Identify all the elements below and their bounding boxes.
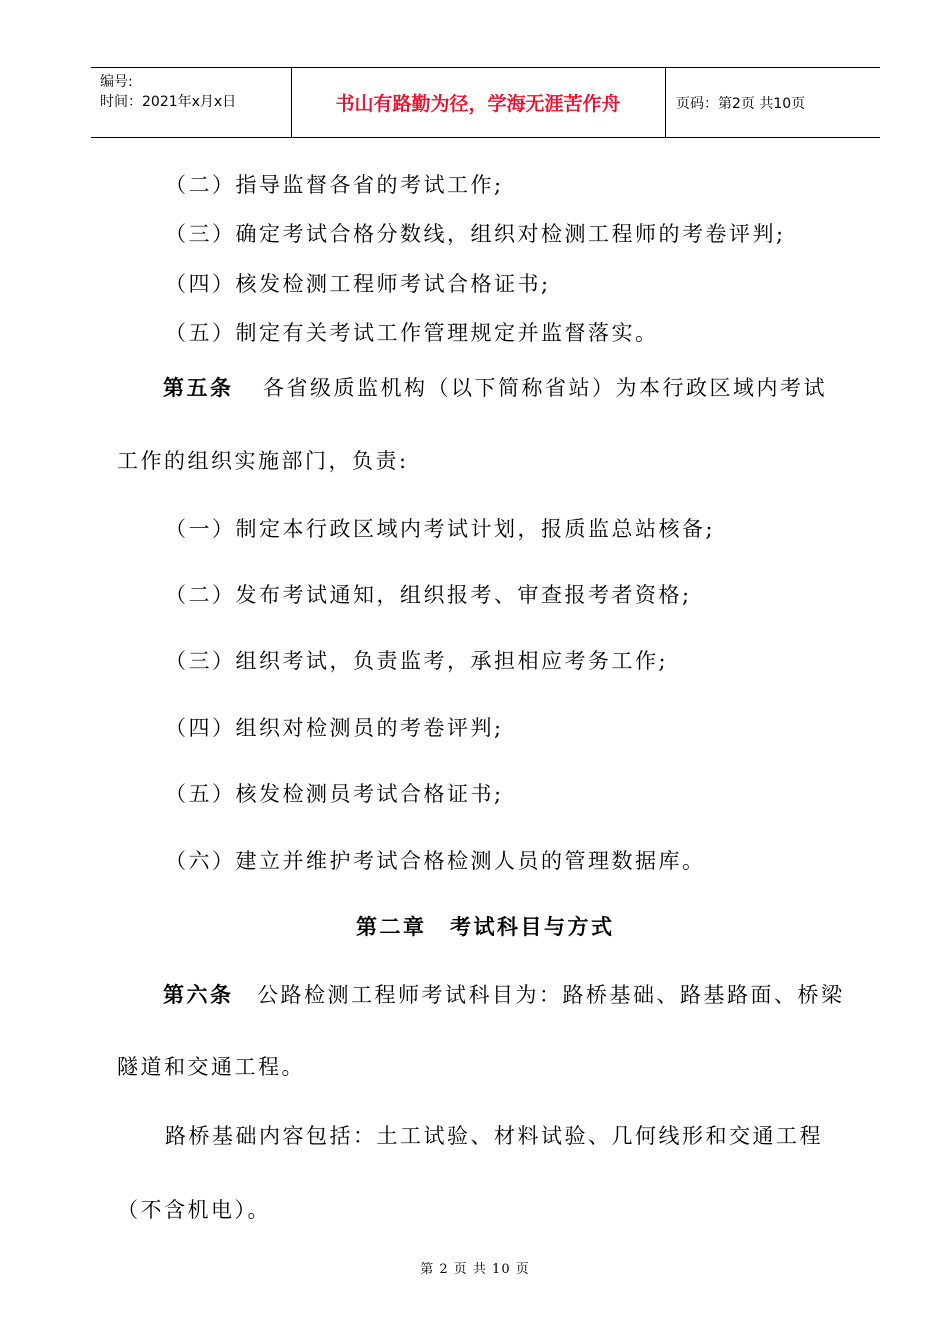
header-motto: 书山有路勤为径，学海无涯苦作舟: [335, 93, 621, 115]
header-meta: [91, 68, 291, 137]
paragraph-line: （不含机电）。: [117, 1198, 271, 1222]
paragraph-line: （五）核发检测员考试合格证书;: [165, 782, 504, 806]
article-heading: 第五条: [163, 375, 234, 400]
article-heading: 第六条: [163, 982, 234, 1007]
page-footer: 第 2 页 共 10 页: [420, 1262, 530, 1277]
chapter-heading: 第二章 考试科目与方式: [356, 914, 615, 939]
paragraph-line: （二）发布考试通知，组织报考、审查报考者资格;: [165, 583, 692, 607]
paragraph-line: （四）组织对检测员的考卷评判;: [165, 716, 504, 740]
paragraph-line: 公路检测工程师考试科目为：路桥基础、路基路面、桥梁: [257, 983, 845, 1007]
paragraph-line: 各省级质监机构（以下简称省站）为本行政区域内考试: [263, 376, 827, 400]
paragraph-line: 路桥基础内容包括：土工试验、材料试验、几何线形和交通工程: [165, 1124, 823, 1148]
paragraph-line: 工作的组织实施部门，负责:: [117, 449, 409, 473]
paragraph-line: （二）指导监督各省的考试工作;: [165, 173, 504, 197]
paragraph-line: （五）制定有关考试工作管理规定并监督落实。: [165, 321, 659, 345]
paragraph-line: （三）确定考试合格分数线，组织对检测工程师的考卷评判;: [165, 222, 786, 246]
paragraph-line: （六）建立并维护考试合格检测人员的管理数据库。: [165, 849, 706, 873]
page-header: [91, 67, 880, 138]
page-info-text: 页码：第2页 共10页: [676, 95, 806, 112]
paragraph-line: （四）核发检测工程师考试合格证书;: [165, 272, 551, 296]
serial-label: 编号:: [100, 74, 133, 90]
date-line: 时间：2021年x月x日: [100, 94, 237, 110]
paragraph-line: 隧道和交通工程。: [117, 1055, 305, 1079]
header-page-info: [665, 68, 880, 137]
paragraph-line: （一）制定本行政区域内考试计划，报质监总站核备;: [165, 517, 716, 541]
paragraph-line: （三）组织考试，负责监考，承担相应考务工作;: [165, 649, 669, 673]
